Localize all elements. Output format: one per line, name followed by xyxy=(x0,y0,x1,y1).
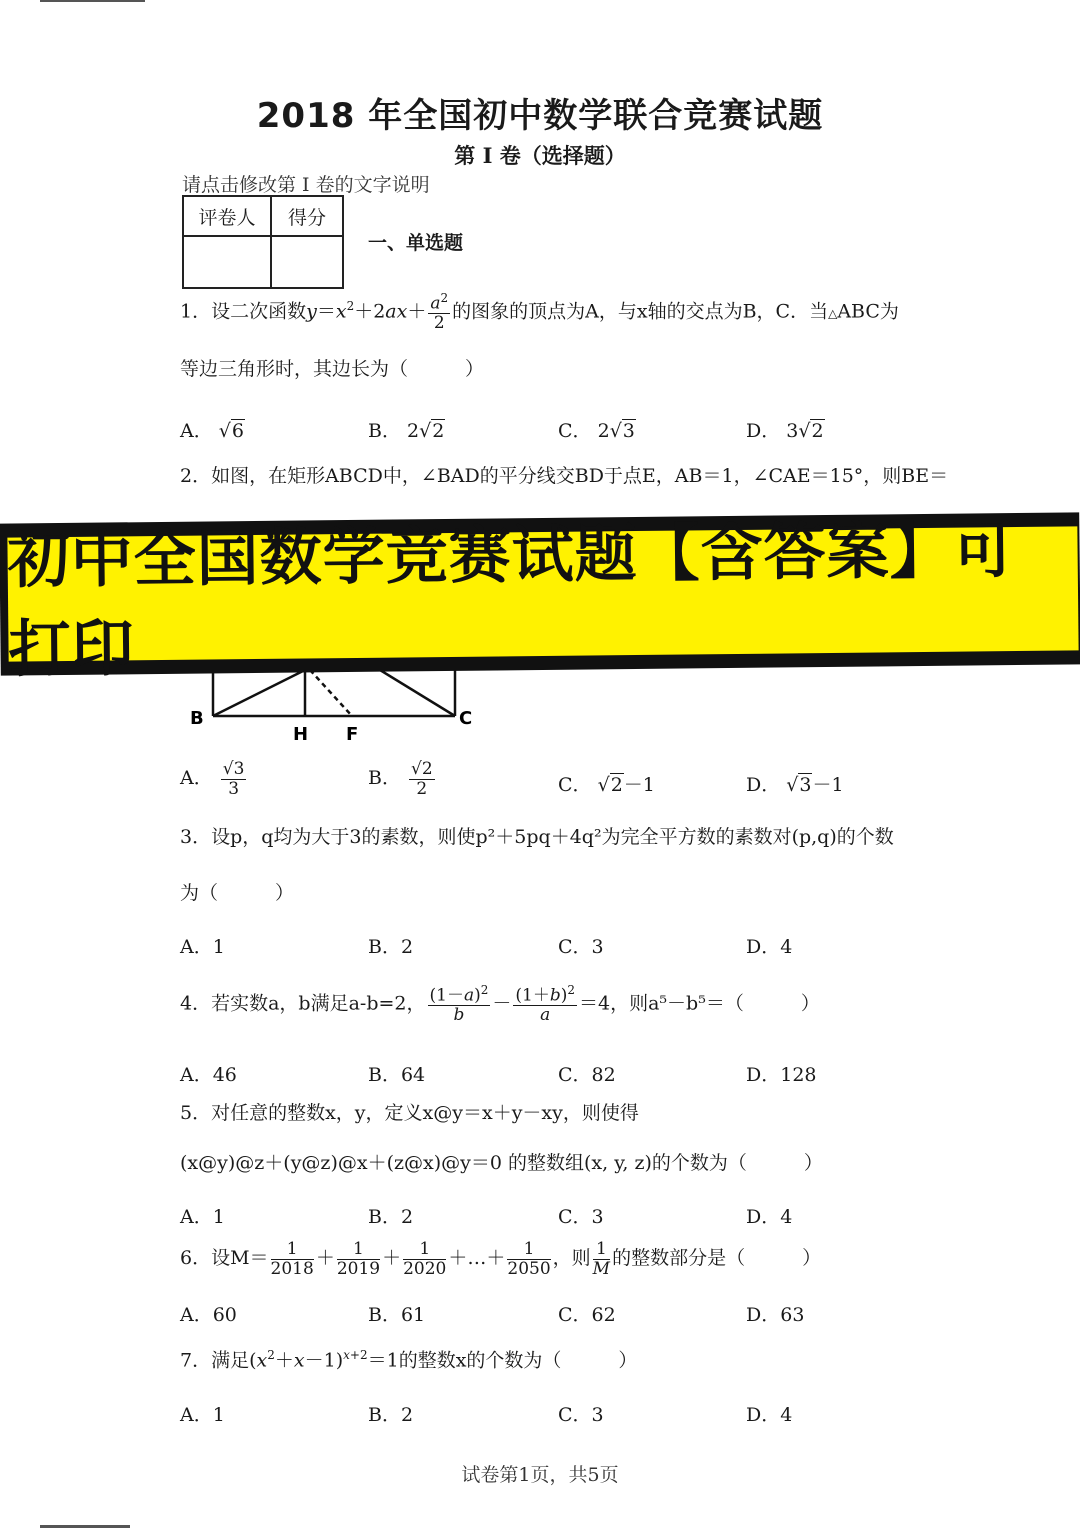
section-note: 请点击修改第 I 卷的文字说明 xyxy=(182,174,430,196)
q6-option-a[interactable]: A．60 xyxy=(180,1304,237,1326)
q3-option-b[interactable]: B．2 xyxy=(368,936,414,958)
banner-text: 初中全国数学竞赛试题【含答案】可打印 xyxy=(7,513,1016,686)
question-1-line2: 等边三角形时，其边长为（ ） xyxy=(180,358,485,380)
grader-cell xyxy=(183,236,271,288)
question-3-line2: 为（ ） xyxy=(180,882,295,904)
section-title: 一、单选题 xyxy=(368,232,464,254)
q4-option-d[interactable]: D．128 xyxy=(746,1064,817,1086)
q4-option-c[interactable]: C．82 xyxy=(558,1064,616,1086)
q6-option-b[interactable]: B．61 xyxy=(368,1304,426,1326)
question-1: 1．设二次函数$y=x^2+2ax+$ $\frac{a^2}{2}$ 的图象的顶点为A，与x轴的交点为B，C．当△ABC为 xyxy=(180,291,899,334)
question-3: 3．设p，q均为大于3的素数，则使p²＋5pq＋4q²为完全平方数的素数对(p,q)的个数 xyxy=(180,826,894,848)
q1-option-b[interactable]: B． 2√2 xyxy=(368,420,445,442)
q7-option-c[interactable]: C．3 xyxy=(558,1404,604,1426)
q2-option-d[interactable]: D． √3－1 xyxy=(746,774,844,796)
question-6: 6．设M＝ $\frac{1}{2018}$ ＋ $\frac{1}{2019}$ ＋ $\frac{1}{2020}$ ＋…＋ $\frac{1}{2050}$ ，则 $\frac{1}{M}$ 的整数部分是（ ） xyxy=(180,1239,822,1279)
question-5-line2: (x@y)@z＋(y@z)@x＋(z@x)@y＝0 的整数组(x, y, z)的个数为（ ） xyxy=(180,1152,823,1174)
label-h: H xyxy=(293,724,309,745)
q4-option-a[interactable]: A．46 xyxy=(180,1064,237,1086)
label-b: B xyxy=(190,708,204,729)
promo-banner xyxy=(7,513,1078,686)
q5-option-a[interactable]: A．1 xyxy=(180,1206,225,1228)
q2-option-a[interactable]: A． $\frac{√3}{3}$ xyxy=(180,759,245,799)
score-cell xyxy=(271,236,343,288)
question-5: 5．对任意的整数x，y，定义x@y＝x＋y－xy，则使得 xyxy=(180,1102,639,1124)
exam-title: 2018 年全国初中数学联合竞赛试题 xyxy=(256,96,824,136)
q5-option-c[interactable]: C．3 xyxy=(558,1206,604,1228)
q2-option-b[interactable]: B． $\frac{√2}{2}$ xyxy=(368,759,433,799)
q1-option-a[interactable]: A． √6 xyxy=(180,420,244,442)
q6-option-c[interactable]: C．62 xyxy=(558,1304,616,1326)
q5-option-d[interactable]: D．4 xyxy=(746,1206,793,1228)
q3-option-c[interactable]: C．3 xyxy=(558,936,604,958)
q7-option-d[interactable]: D．4 xyxy=(746,1404,793,1426)
label-f: F xyxy=(346,724,359,745)
q7-option-a[interactable]: A．1 xyxy=(180,1404,225,1426)
grader-header: 评卷人 xyxy=(183,196,271,236)
question-7: 7．满足$(x^2+x-1)^{x+2}=1$的整数x的个数为（ ） xyxy=(180,1348,638,1372)
page-footer: 试卷第1页，共5页 xyxy=(461,1464,619,1486)
q5-option-b[interactable]: B．2 xyxy=(368,1206,414,1228)
score-table xyxy=(182,195,344,289)
score-header: 得分 xyxy=(271,196,343,236)
q4-option-b[interactable]: B．64 xyxy=(368,1064,426,1086)
q2-option-c[interactable]: C． √2－1 xyxy=(558,774,655,796)
question-4: 4．若实数a，b满足a-b=2， $\frac{(1-a)^2}{b}$ － $\frac{(1+b)^2}{a}$ ＝4，则a⁵－b⁵＝（ ） xyxy=(180,983,820,1026)
q1-option-d[interactable]: D． 3√2 xyxy=(746,420,824,442)
q6-option-d[interactable]: D．63 xyxy=(746,1304,805,1326)
label-c: C xyxy=(459,708,473,729)
q1-option-c[interactable]: C． 2√3 xyxy=(558,420,635,442)
page-edge-top xyxy=(40,0,145,2)
q7-option-b[interactable]: B．2 xyxy=(368,1404,414,1426)
q3-option-d[interactable]: D．4 xyxy=(746,936,793,958)
exam-subtitle: 第 I 卷（选择题） xyxy=(454,143,626,168)
q3-option-a[interactable]: A．1 xyxy=(180,936,225,958)
question-2: 2．如图，在矩形ABCD中，∠BAD的平分线交BD于点E，AB＝1，∠CAE＝15°，则BE＝ xyxy=(180,465,949,487)
